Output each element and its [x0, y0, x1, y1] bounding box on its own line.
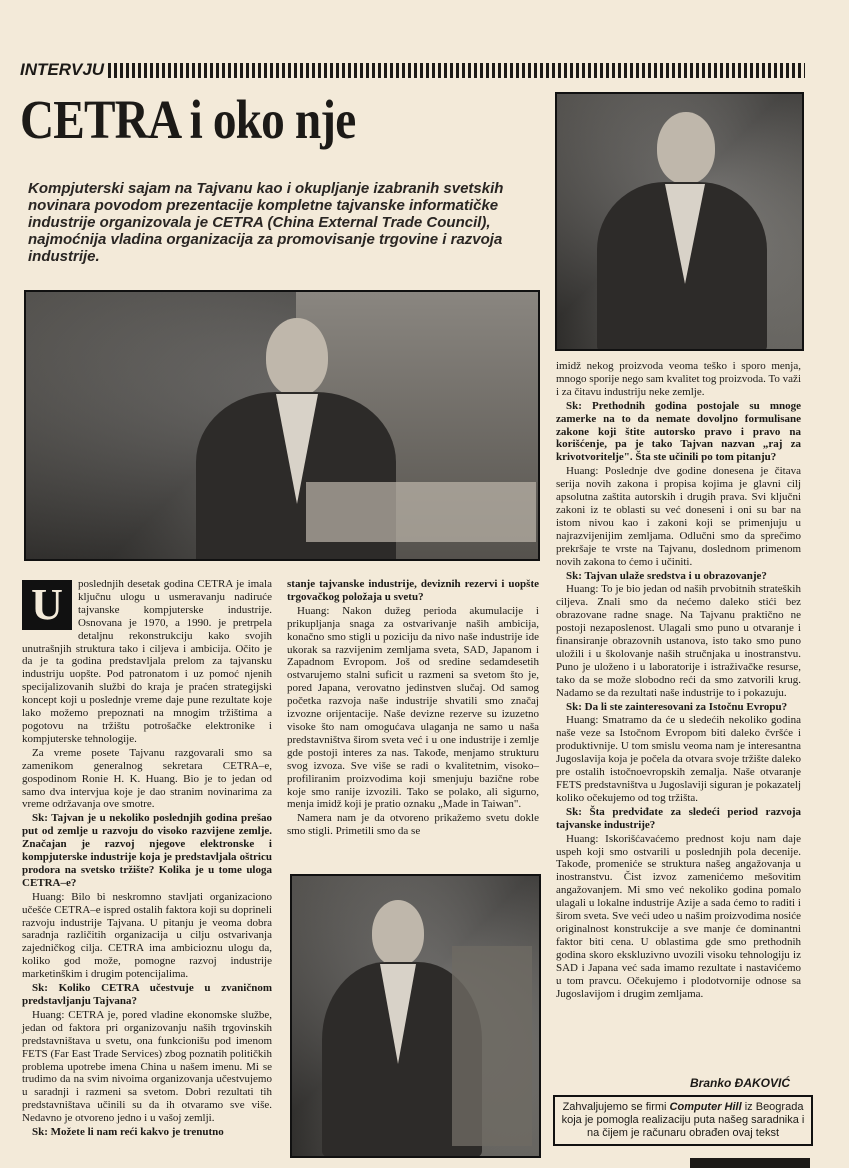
answer: Huang: Iskorišćavaćemo prednost koju nam daje uspeh koji smo ostvarili u poslednjih pola decenije. Takođe, promeniće se struktura našeg angažovanja u inostranstvu. Čist izvoz zamenićemo mešovitim angažovanjem. Mi smo već nekoliko godina pomalo ulagali u lokalne industrije Azije a sada ćemo to raditi i širom sveta. Sve veći udeo u našim proizvodima nosiće originalnost konstrukcije a sve manje će dominantni faktor biti cena. U oblastima gde smo prethodnih godina skoro ekskluzivno uvozili visoku tehnologiju iz SAD i Japana već sada imamo rezultate i nastavićemo u tom pravcu. Očekujemo i plodotvornije odnose sa Jugoslavijom i drugim zemljama.	[556, 832, 801, 1000]
hatch-rule	[108, 63, 805, 78]
thanks-pre: Zahvaljujemo se firmi	[562, 1101, 670, 1113]
answer: Huang: Poslednje dve godine donesena je čitava serija novih zakona i propisa kojima je glavni cilj apsolutna zaštita autorskih i drugih prava. Svi ključni zakoni iz te oblasti su već doneseni i oni su bar na istom nivou kao i zakoni koji se primenjuju u najrazvijenijim zemljama. Odlučni smo da sprečimo prekršaje te vrste na Tajvanu, doslednom primenom novih zakona to ćemo i učiniti.	[556, 465, 801, 568]
photo-portrait-top	[555, 92, 804, 351]
answer: Huang: To je bio jedan od naših prvobitnih strateških ciljeva. Znali smo da nećemo daleko stići bez obrazovane radne snage. Na Tajvanu praktično ne postoji nezaposlenost. Ulagali smo puno u otvaranje i finansiranje obrazovnih ustanova, isto tako smo puno uložili i u školovanje naših stručnjaka u inostranstvu. Puno je uloženo i u laboratorije i istraživačke resurse, tako da se može slobodno reći da smo zatvorili krug. Nadamo se da rezultati naše industrije to i pokazuju.	[556, 583, 801, 699]
author-byline: Branko ĐAKOVIĆ	[690, 1076, 791, 1090]
article-lead: Kompjuterski sajam na Tajvanu kao i okupljanje izabranih svetskih novinara povodom prezentacije kompletne tajvanske informatičke industrije organizovala je CETRA (China External Trade Council), najmoćnija vladina organizacija za promovisanje trgovine i razvoja industrije.	[28, 180, 504, 265]
question: Sk: Tajvan je u nekoliko poslednjih godina prešao put od zemlje u razvoju do visoko razvijene zemlje. Značajan je razvoj njegove elektronske i kompjuterske industrije koja je predstavljala oštricu prodora na svetsko tržište? Kolika je u tome uloga CETRA–e?	[22, 812, 272, 889]
paragraph: imidž nekog proizvoda veoma teško i sporo menja, mnogo sporije nego sam kvalitet tog proizvoda. To važi i za čitavu industriju neke zemlje.	[556, 360, 801, 398]
photo-interview-wide	[24, 290, 540, 561]
answer: Huang: Nakon dužeg perioda akumulacije i prikupljanja snaga za ostvarivanje naših ambicija, konačno smo stigli u poziciju da nivo naše industrije ide ukorak sa razvijenim zemljama sveta, SAD, Japanom i Zapadnom Evropom. Još od sredine sedamdesetih ostvarujemo stalni suficit u razmeni sa svetom što je, pored Japana, verovatno jedinstven slučaj. Od samog početka razvoja naše industrije shvatili smo značaj izvozne orijentacije. Naše devizne rezerve su izuzetno visoke što nam omogućava ulaganja ne samo u naša predstavništva širom sveta već i u one industrije i zemlje gde postoji interes za nas. Takođe, menjamo strukturu svog izvoza. Sve više se radi o kvalitetnim, visoko–profiliranim proizvodima koji smenjuju bazične robe koje smo ranije izvozili. Tako se polako, ali sigurno, menja imidž koji je pratio oznaku „Made in Taiwan".	[287, 604, 539, 811]
footer-bar	[690, 1158, 810, 1168]
person-figure	[597, 104, 767, 344]
photo-interview-seated	[290, 874, 541, 1158]
paragraph: Namera nam je da otvoreno prikažemo svetu dokle smo stigli. Primetili smo da se	[287, 812, 539, 838]
answer: Huang: CETRA je, pored vladine ekonomske službe, jedan od faktora pri organizovanju naših trgovinskih predstavništava u svetu, ona funkcionišu pod imenom FETS (Far East Trade Services) zbog poznatih političkih problema upotrebe imena China u našem imenu. Mi se trudimo da na svim nivoima organizovanja učestvujemo u saradnji i razmeni sa svetom. Dobri rezultati tih predstavništava učinili su da ih otvaramo sve više. Nedavno je otvoreno jedno i u vašoj zemlji.	[22, 1008, 272, 1125]
question: Sk: Koliko CETRA učestvuje u zvaničnom predstavljanju Tajvana?	[22, 982, 272, 1007]
paragraph: Za vreme posete Tajvanu razgovarali smo sa zamenikom generalnog sekretara CETRA–e, gospodinom Ronie H. K. Huang. Bio je to jedan od samo dva intervjua koje je dao stranim novinarima za vreme održavanja ove smotre.	[22, 746, 272, 811]
question-continued: stanje tajvanske industrije, deviznih rezervi i uopšte trgovačkog položaja u svetu?	[287, 578, 539, 603]
article-title: CETRA i oko nje	[20, 89, 356, 150]
question: Sk: Prethodnih godina postojale su mnoge zamerke na to da nemate dovoljno formulisane zakone koji štite autorsko pravo i pravo na korišćenje, pa je tako Tajvan nazvan „raj za krivotvoritelje". Šta ste učinili po tom pitanju?	[556, 399, 801, 464]
question: Sk: Možete li nam reći kakvo je trenutno	[32, 1126, 224, 1139]
question: Sk: Tajvan ulaže sredstva i u obrazovanje?	[566, 569, 767, 582]
thanks-company: Computer Hill	[669, 1101, 742, 1113]
thanks-post: iz Beograda koja je pomogla realizaciju puta našeg saradnika i na čijem je računaru obrađen ovaj tekst	[561, 1101, 805, 1139]
dropcap: U	[22, 580, 72, 630]
section-tag-bar	[20, 60, 805, 80]
article-column-2	[287, 578, 539, 839]
answer: Huang: Bilo bi neskromno stavljati organizaciono učešće CETRA–e ispred ostalih faktora koji su doprineli razvoju industrije Tajvana. U pitanju je veoma dobra saradnja različitih organizacija u cilju ostvarivanja zajedničkog cilja. CETRA ima ambicioznu ulogu da, koliko god može, pomogne razvoj industrije marketinškim i drugim potencijalima.	[22, 890, 272, 981]
question: Sk: Da li ste zainteresovani za Istočnu Evropu?	[566, 700, 788, 713]
paragraph: poslednjih desetak godina CETRA je imala ključnu ulogu u usmeravanju nadiruće tajvanske kompjuterske industrije. Osnovana je 1970, a 1990. je pretrpela detaljnu rekonstrukciju kako svojih unutrašnjih struktura tako i ciljeva i ambicija. Očito je da je ta godina predstavljala prelom za tajvansku industriju uopšte. Pod patronatom i uz pomoć njenih specijalizovanih službi do kraja je praćen strategijski koncept koji u poslednje vreme daje pune rezultate koje lako možemo prepoznati na mnogim tržištima a pogotovu na tržištu potrošačke elektronike i kompjuterske tehnologije.	[22, 578, 272, 745]
article-column-3	[556, 360, 801, 1001]
answer: Huang: Smatramo da će u sledećih nekoliko godina naše veze sa Istočnom Evropom biti daleko čvršće i produktivnije. U tom smislu veoma nam je interesantna Jugoslavija koja je počela da otvara svoje tržište daleko pre ostalih istočnoevropskih zemalja. Naše otvaranje FETS predstavništva u Jugoslaviji siguran je pokazatelj koliko očekujemo od tog tržišta.	[556, 714, 801, 804]
article-column-1	[22, 578, 272, 1140]
question: Sk: Šta predviđate za sledeći period razvoja tajvanske industrije?	[556, 805, 801, 831]
acknowledgement-box	[553, 1095, 813, 1146]
section-tag: INTERVJU	[20, 60, 105, 79]
